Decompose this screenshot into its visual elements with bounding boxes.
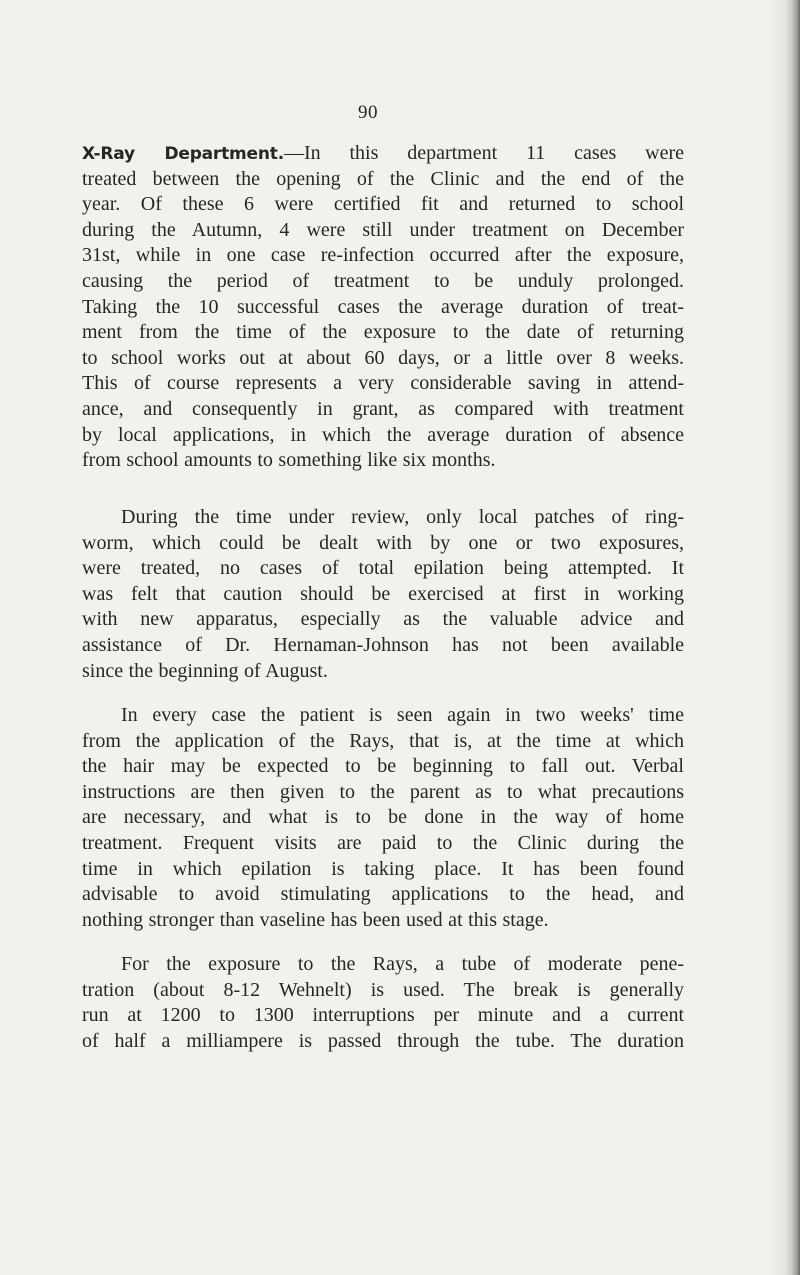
paragraph-line: instructions are then given to the parent as to what precautions bbox=[82, 780, 684, 803]
paragraph-line: causing the period of treatment to be unduly prolonged. bbox=[82, 269, 684, 292]
paragraph-line: nothing stronger than vaseline has been used at this stage. bbox=[82, 908, 549, 931]
paragraph-line: This of course represents a very considerable saving in attend- bbox=[82, 372, 684, 395]
paragraph-line: worm, which could be dealt with by one or two exposures, bbox=[82, 531, 684, 554]
paragraph-line: For the exposure to the Rays, a tube of moderate pene- bbox=[121, 953, 684, 975]
paragraph-line: treated between the opening of the Clinic and the end of the bbox=[82, 167, 684, 190]
paragraph-line: run at 1200 to 1300 interruptions per minute and a current bbox=[82, 1004, 684, 1027]
paragraph-line: from school amounts to something like six months. bbox=[82, 449, 496, 472]
paragraph-line: 31st, while in one case re-infection occurred after the exposure, bbox=[82, 244, 684, 267]
paragraph-line: to school works out at about 60 days, or a little over 8 weeks. bbox=[82, 346, 684, 369]
paragraph-line: time in which epilation is taking place. It has been found bbox=[82, 857, 684, 880]
paragraph-line: year. Of these 6 were certified fit and returned to school bbox=[82, 193, 684, 216]
paragraph-line: ance, and consequently in grant, as compared with treatment bbox=[82, 397, 684, 420]
paragraph-ringworm bbox=[82, 505, 684, 684]
paragraph-line: During the time under review, only local patches of ring- bbox=[121, 506, 684, 528]
paragraph-line: treatment. Frequent visits are paid to the Clinic during the bbox=[82, 831, 684, 854]
paragraph-line: X-Ray Department.—In this department 11 cases were bbox=[82, 142, 684, 164]
paragraph-line: was felt that caution should be exercised at first in working bbox=[82, 582, 684, 605]
binding-shadow bbox=[770, 0, 784, 1275]
page-binding-edge bbox=[784, 0, 800, 1275]
paragraph-line: In every case the patient is seen again in two weeks' time bbox=[121, 704, 684, 726]
paragraph-follow-up bbox=[82, 703, 684, 933]
paragraph-line: are necessary, and what is to be done in the way of home bbox=[82, 806, 684, 829]
section-heading: X-Ray Department. bbox=[82, 144, 284, 164]
paragraph-line: advisable to avoid stimulating applications to the head, and bbox=[82, 883, 684, 906]
paragraph-line: by local applications, in which the average duration of absence bbox=[82, 423, 684, 446]
paragraph-line: with new apparatus, especially as the valuable advice and bbox=[82, 608, 684, 631]
paragraph-line: ment from the time of the exposure to the date of returning bbox=[82, 321, 684, 344]
paragraph-xray-department bbox=[82, 141, 684, 474]
page-number: 90 bbox=[358, 102, 378, 123]
paragraph-line: from the application of the Rays, that is, at the time at which bbox=[82, 729, 684, 752]
paragraph-line: tration (about 8-12 Wehnelt) is used. The break is generally bbox=[82, 978, 684, 1001]
paragraph-line: Taking the 10 successful cases the average duration of treat- bbox=[82, 295, 684, 318]
paragraph-line: of half a milliampere is passed through the tube. The duration bbox=[82, 1029, 684, 1052]
paragraph-line: since the beginning of August. bbox=[82, 659, 328, 682]
paragraph-line: the hair may be expected to be beginning to fall out. Verbal bbox=[82, 755, 684, 778]
paragraph-line: were treated, no cases of total epilation being attempted. It bbox=[82, 557, 684, 580]
paragraph-line: assistance of Dr. Hernaman-Johnson has not been available bbox=[82, 633, 684, 656]
paragraph-line: during the Autumn, 4 were still under treatment on December bbox=[82, 218, 684, 241]
paragraph-exposure bbox=[82, 952, 684, 1054]
